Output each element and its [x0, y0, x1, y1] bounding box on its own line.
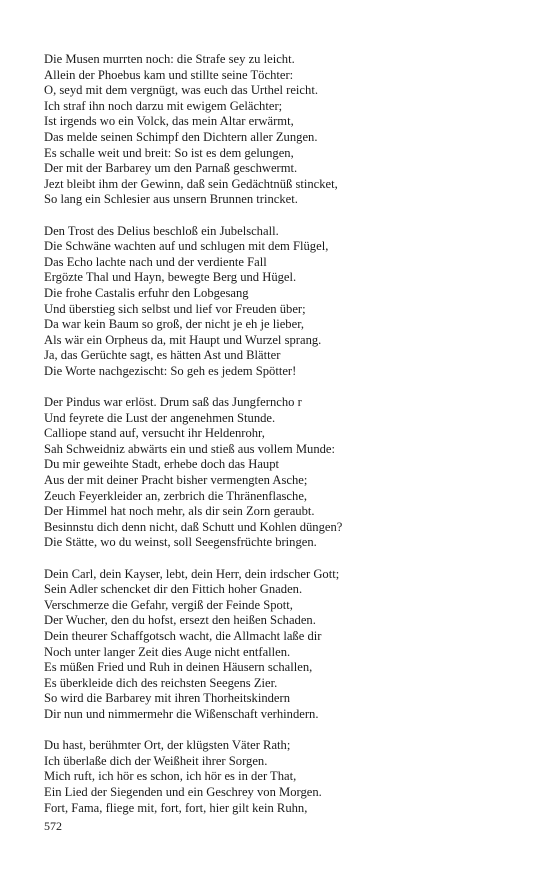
poem-line: Ist irgends wo ein Volck, das mein Altar erwärmt, [44, 114, 294, 129]
poem-line: Den Trost des Delius beschloß ein Jubelschall. [44, 223, 279, 238]
poem-line: Es überkleide dich des reichsten Seegens Zier. [44, 675, 278, 690]
poem-line: Dein Carl, dein Kayser, lebt, dein Herr, dein irdscher Gott; [44, 566, 340, 581]
poem-line: Mich ruft, ich hör es schon, ich hör es in der That, [44, 769, 297, 784]
poem-line: Der Himmel hat noch mehr, als dir sein Zorn geraubt. [44, 504, 315, 519]
poem-line: Die frohe Castalis erfuhr den Lobgesang [44, 285, 249, 300]
poem-line: Zeuch Feyerkleider an, zerbrich die Thränenflasche, [44, 488, 308, 503]
poem-line: Es schalle weit und breit: So ist es dem gelungen, [44, 145, 294, 160]
poem-line: Noch unter langer Zeit dies Auge nicht entfallen. [44, 644, 291, 659]
stanza-5 [44, 738, 514, 816]
poem-line: So wird die Barbarey mit ihren Thorheitskindern [44, 691, 290, 706]
poem-line: Sein Adler schencket dir den Fittich hoher Gnaden. [44, 582, 303, 597]
poem-line: Das Echo lachte nach und der verdiente Fall [44, 254, 267, 269]
page-number: 572 [44, 819, 62, 833]
poem-line: Besinnstu dich denn nicht, daß Schutt und Kohlen düngen? [44, 519, 343, 534]
stanza-3 [44, 395, 514, 551]
stanza-2 [44, 224, 514, 380]
poem-line: Der Pindus war erlöst. Drum saß das Jungferncho r [44, 395, 302, 410]
poem-line: Der Wucher, den du hofst, ersezt den heißen Schaden. [44, 613, 316, 628]
poem-line: Und feyrete die Lust der angenehmen Stunde. [44, 410, 276, 425]
poem-line: Ja, das Gerüchte sagt, es hätten Ast und Blätter [44, 348, 281, 363]
poem-line: Calliope stand auf, versucht ihr Heldenrohr, [44, 426, 265, 441]
poem-text [44, 52, 514, 832]
poem-line: Dir nun und nimmermehr die Wißenschaft verhindern. [44, 706, 319, 721]
poem-line: Die Stätte, wo du weinst, soll Seegensfrüchte bringen. [44, 535, 317, 550]
stanza-4 [44, 567, 514, 723]
poem-line: Da war kein Baum so groß, der nicht je eh je lieber, [44, 317, 305, 332]
poem-line: Fort, Fama, fliege mit, fort, fort, hier gilt kein Ruhn, [44, 800, 308, 815]
poem-line: Verschmerze die Gefahr, vergiß der Feinde Spott, [44, 597, 293, 612]
poem-line: Und überstieg sich selbst und lief vor Freuden über; [44, 301, 306, 316]
poem-line: Ein Lied der Siegenden und ein Geschrey von Morgen. [44, 784, 322, 799]
poem-line: Die Worte nachgezischt: So geh es jedem Spötter! [44, 363, 297, 378]
poem-line: Du hast, berühmter Ort, der klügsten Väter Rath; [44, 738, 291, 753]
stanza-1 [44, 52, 514, 208]
poem-line: Ich straf ihn noch darzu mit ewigem Gelächter; [44, 98, 283, 113]
poem-line: So lang ein Schlesier aus unsern Brunnen trincket. [44, 192, 298, 207]
poem-line: Die Schwäne wachten auf und schlugen mit dem Flügel, [44, 239, 329, 254]
poem-line: Sah Schweidniz abwärts ein und stieß aus vollem Munde: [44, 441, 336, 456]
poem-line: Jezt bleibt ihm der Gewinn, daß sein Gedächtnüß stincket, [44, 176, 338, 191]
poem-line: Ich überlaße dich der Weißheit ihrer Sorgen. [44, 753, 268, 768]
poem-line: Der mit der Barbarey um den Parnaß geschwermt. [44, 161, 298, 176]
poem-line: Du mir geweihte Stadt, erhebe doch das Haupt [44, 457, 280, 472]
poem-line: Als wär ein Orpheus da, mit Haupt und Wurzel sprang. [44, 332, 322, 347]
poem-line: Das melde seinen Schimpf den Dichtern aller Zungen. [44, 129, 318, 144]
poem-line: Aus der mit deiner Pracht bisher vermengten Asche; [44, 473, 308, 488]
poem-line: Dein theurer Schaffgotsch wacht, die Allmacht laße dir [44, 628, 322, 643]
poem-line: Es müßen Fried und Ruh in deinen Häusern schallen, [44, 660, 313, 675]
poem-line: Die Musen murrten noch: die Strafe sey zu leicht. [44, 52, 295, 66]
poem-line: O, seyd mit dem vergnügt, was euch das Urthel reicht. [44, 83, 318, 98]
poem-line: Ergözte Thal und Hayn, bewegte Berg und Hügel. [44, 270, 297, 285]
poem-line: Allein der Phoebus kam und stillte seine Töchter: [44, 67, 294, 82]
